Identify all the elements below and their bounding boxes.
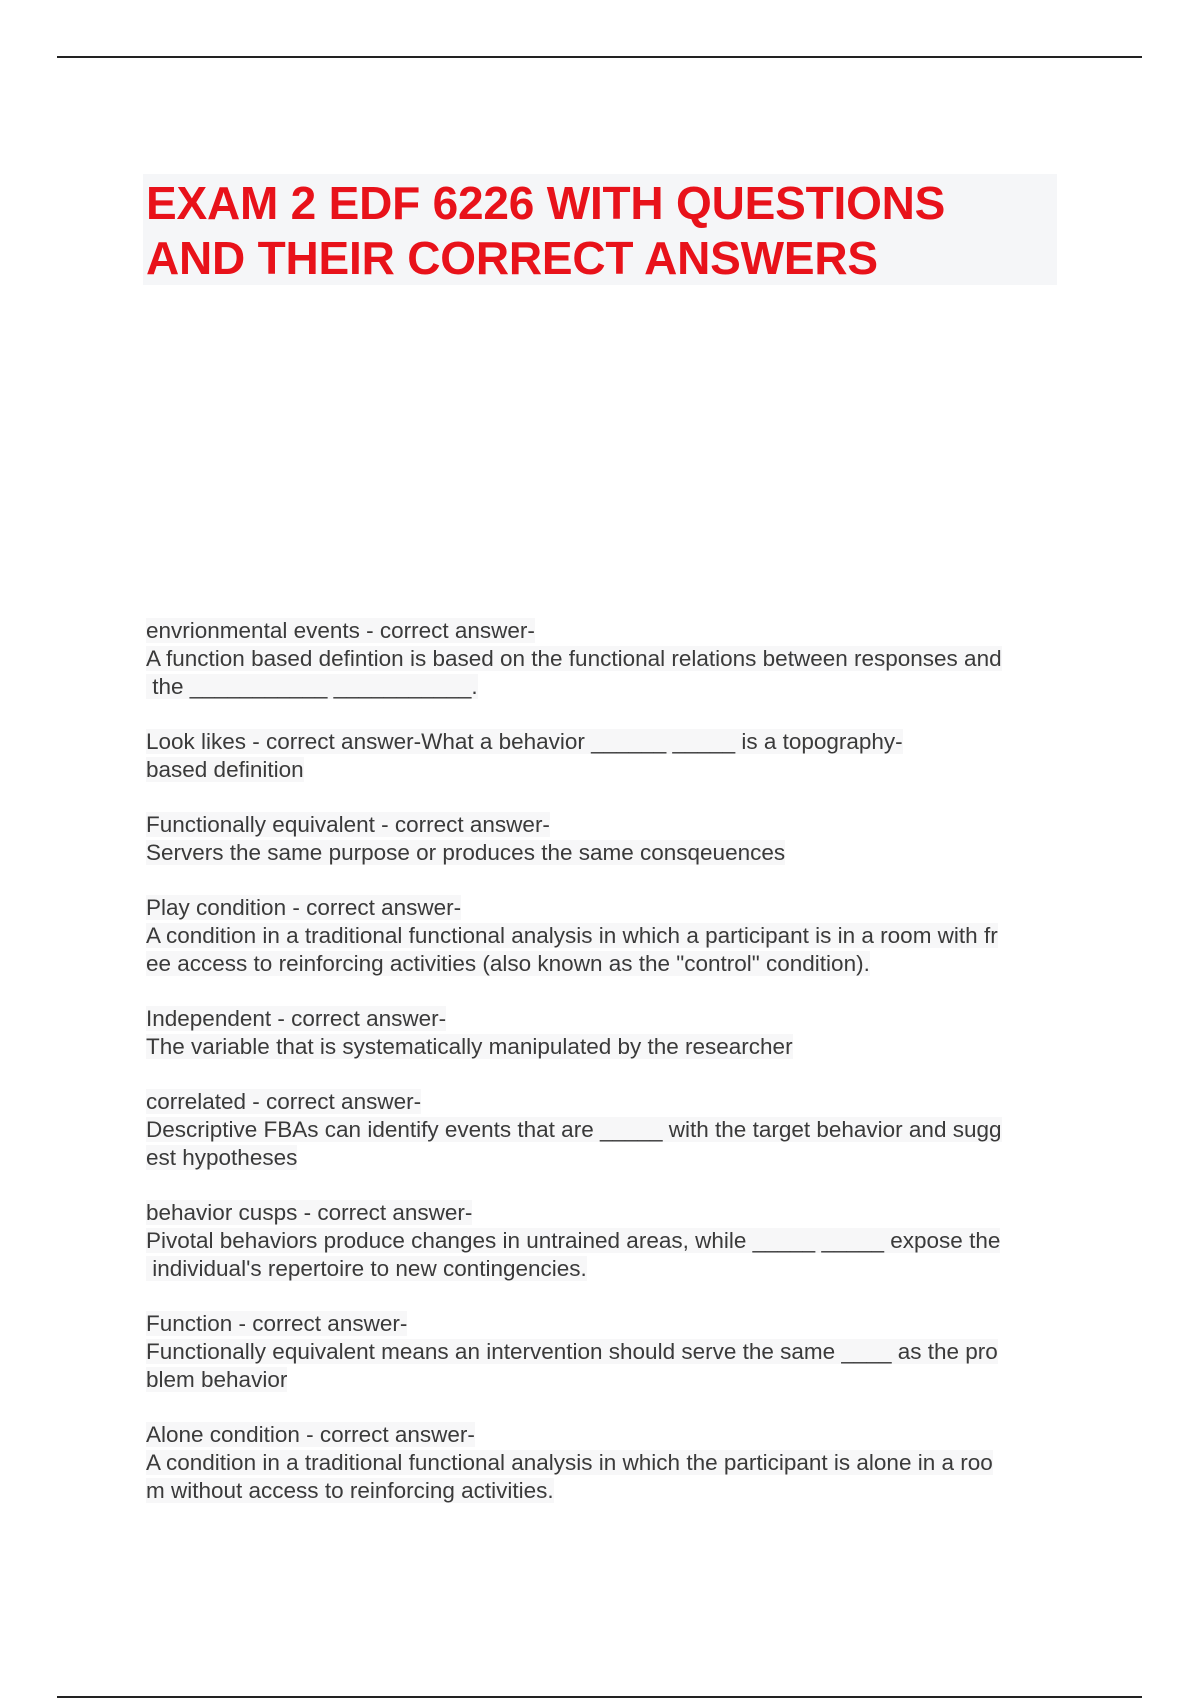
entry-question-line: based definition xyxy=(146,757,304,782)
qa-entry xyxy=(146,1310,1066,1394)
entry-question-line: m without access to reinforcing activities. xyxy=(146,1478,554,1503)
title-line-2: AND THEIR CORRECT ANSWERS xyxy=(146,232,878,284)
entry-answer-line: Functionally equivalent - correct answer- xyxy=(146,812,550,837)
document-title xyxy=(146,176,1046,286)
qa-entry xyxy=(146,728,1066,784)
entry-question-line: Functionally equivalent means an intervention should serve the same ____ as the pro xyxy=(146,1339,998,1364)
qa-entry xyxy=(146,1088,1066,1172)
entry-question-line: Descriptive FBAs can identify events that are _____ with the target behavior and sugg xyxy=(146,1117,1002,1142)
qa-entry xyxy=(146,1199,1066,1283)
qa-entry xyxy=(146,1421,1066,1505)
entry-question-line: individual's repertoire to new contingencies. xyxy=(146,1256,587,1281)
qa-entry xyxy=(146,1005,1066,1061)
entry-question-line: Pivotal behaviors produce changes in untrained areas, while _____ _____ expose the xyxy=(146,1228,1001,1253)
entry-question-line: est hypotheses xyxy=(146,1145,298,1170)
entry-question-line: A function based defintion is based on the functional relations between responses and xyxy=(146,646,1002,671)
bottom-rule xyxy=(57,1696,1142,1698)
entry-question-line: The variable that is systematically manipulated by the researcher xyxy=(146,1034,793,1059)
entry-answer-line: Alone condition - correct answer- xyxy=(146,1422,475,1447)
top-rule xyxy=(57,56,1142,58)
qa-list xyxy=(146,617,1066,1532)
entry-answer-line: Look likes - correct answer-What a behavior ______ _____ is a topography- xyxy=(146,729,903,754)
qa-entry xyxy=(146,811,1066,867)
entry-answer-line: Independent - correct answer- xyxy=(146,1006,447,1031)
entry-answer-line: correlated - correct answer- xyxy=(146,1089,422,1114)
qa-entry xyxy=(146,617,1066,701)
qa-entry xyxy=(146,894,1066,978)
entry-question-line: ee access to reinforcing activities (also known as the "control" condition). xyxy=(146,951,870,976)
entry-answer-line: Play condition - correct answer- xyxy=(146,895,462,920)
entry-question-line: Servers the same purpose or produces the same consqeuences xyxy=(146,840,786,865)
title-line-1: EXAM 2 EDF 6226 WITH QUESTIONS xyxy=(146,177,946,229)
entry-answer-line: envrionmental events - correct answer- xyxy=(146,618,535,643)
entry-question-line: A condition in a traditional functional analysis in which a participant is in a room with fr xyxy=(146,923,998,948)
entry-answer-line: Function - correct answer- xyxy=(146,1311,408,1336)
entry-question-line: blem behavior xyxy=(146,1367,288,1392)
entry-question-line: the ___________ ___________. xyxy=(146,674,478,699)
entry-answer-line: behavior cusps - correct answer- xyxy=(146,1200,473,1225)
entry-question-line: A condition in a traditional functional analysis in which the participant is alone in a roo xyxy=(146,1450,993,1475)
